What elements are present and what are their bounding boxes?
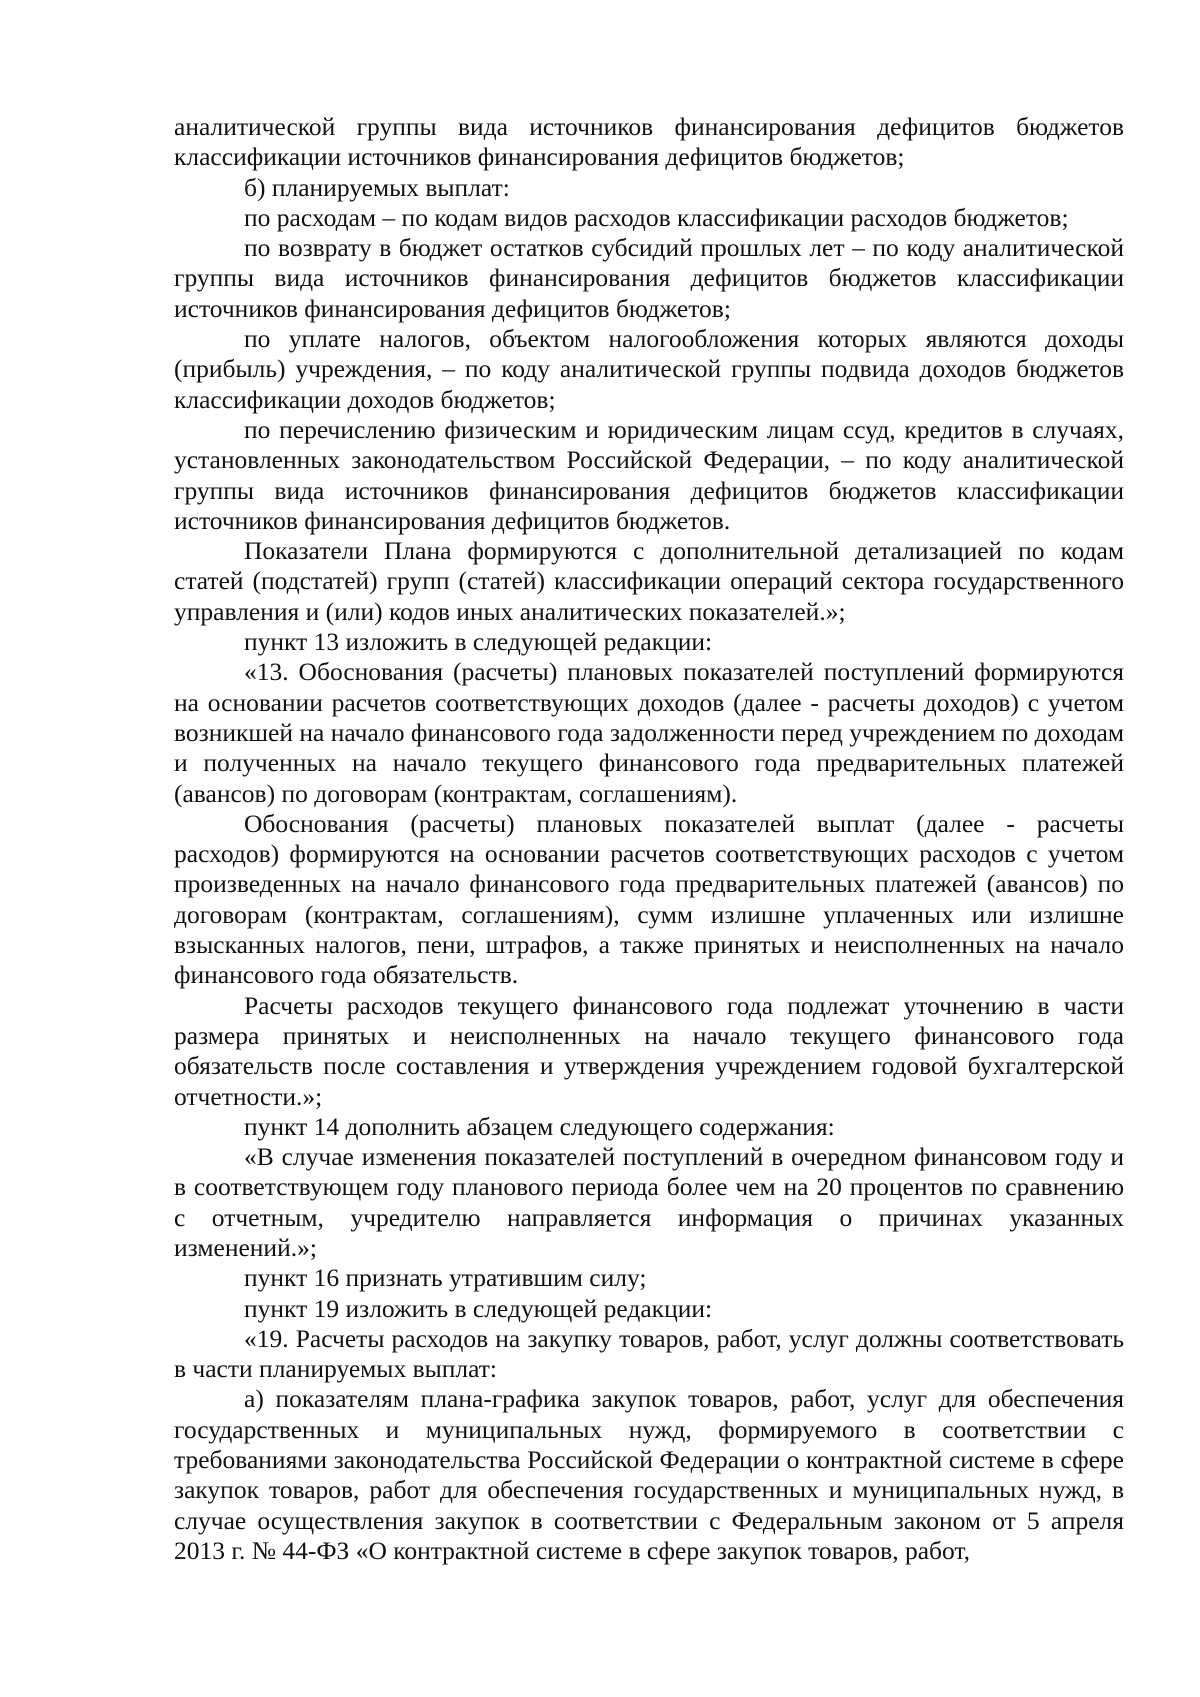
document-body (174, 112, 1124, 1566)
paragraph: «В случае изменения показателей поступлений в очередном финансовом году и в соответствующем году планового периода более чем на 20 процентов по сравнению с отчетным, учредителю направляется информация о причинах указанных изменений.»; (174, 1142, 1124, 1262)
paragraph: аналитической группы вида источников финансирования дефицитов бюджетов классификации источников финансирования дефицитов бюджетов; (174, 112, 1124, 172)
paragraph: «19. Расчеты расходов на закупку товаров, работ, услуг должны соответствовать в части планируемых выплат: (174, 1323, 1124, 1384)
paragraph: по возврату в бюджет остатков субсидий прошлых лет – по коду аналитической группы вида источников финансирования дефицитов бюджетов классификации источников финансирования дефицитов бюджетов; (174, 233, 1124, 323)
paragraph: пункт 14 дополнить абзацем следующего содержания: (244, 1111, 835, 1141)
paragraph: пункт 16 признать утратившим силу; (244, 1263, 647, 1293)
paragraph: Обоснования (расчеты) плановых показателей выплат (далее - расчеты расходов) формируются на основании расчетов соответствующих расходов с учетом произведенных на начало финансового года предварительных платежей (авансов) по договорам (контрактам, соглашениям), сумм излишне уплаченных или излишне взысканных налогов, пени, штрафов, а также принятых и неисполненных на начало финансового года обязательств. (174, 808, 1124, 990)
paragraph: по расходам – по кодам видов расходов классификации расходов бюджетов; (244, 202, 1069, 232)
paragraph: Показатели Плана формируются с дополнительной детализацией по кодам статей (подстатей) групп (статей) классификации операций сектора государственного управления и (или) кодов иных аналитических показателей.»; (174, 536, 1124, 626)
paragraph: по уплате налогов, объектом налогообложения которых являются доходы (прибыль) учреждения, – по коду аналитической группы подвида доходов бюджетов классификации доходов бюджетов; (174, 324, 1124, 414)
paragraph: б) планируемых выплат: (244, 172, 510, 202)
paragraph: пункт 13 изложить в следующей редакции: (244, 627, 713, 657)
paragraph: по перечислению физическим и юридическим лицам ссуд, кредитов в случаях, установленных законодательством Российской Федерации, – по коду аналитической группы вида источников финансирования дефицитов бюджетов классификации источников финансирования дефицитов бюджетов. (174, 414, 1124, 535)
paragraph: Расчеты расходов текущего финансового года подлежат уточнению в части размера принятых и неисполненных на начало текущего финансового года обязательств после составления и утверждения учреждением годовой бухгалтерской отчетности.»; (174, 990, 1124, 1111)
paragraph: пункт 19 изложить в следующей редакции: (244, 1293, 713, 1323)
paragraph: «13. Обоснования (расчеты) плановых показателей поступлений формируются на основании расчетов соответствующих доходов (далее - расчеты доходов) с учетом возникшей на начало финансового года задолженности перед учреждением по доходам и полученных на начало текущего финансового года предварительных платежей (авансов) по договорам (контрактам, соглашениям). (174, 657, 1124, 808)
paragraph: а) показателям плана-графика закупок товаров, работ, услуг для обеспечения государственных и муниципальных нужд, формируемого в соответствии с требованиями законодательства Российской Федерации о контрактной системе в сфере закупок товаров, работ для обеспечения государственных и муниципальных нужд, в случае осуществления закупок в соответствии с Федеральным законом от 5 апреля 2013 г. № 44-ФЗ «О контрактной системе в сфере закупок товаров, работ, (174, 1384, 1124, 1565)
